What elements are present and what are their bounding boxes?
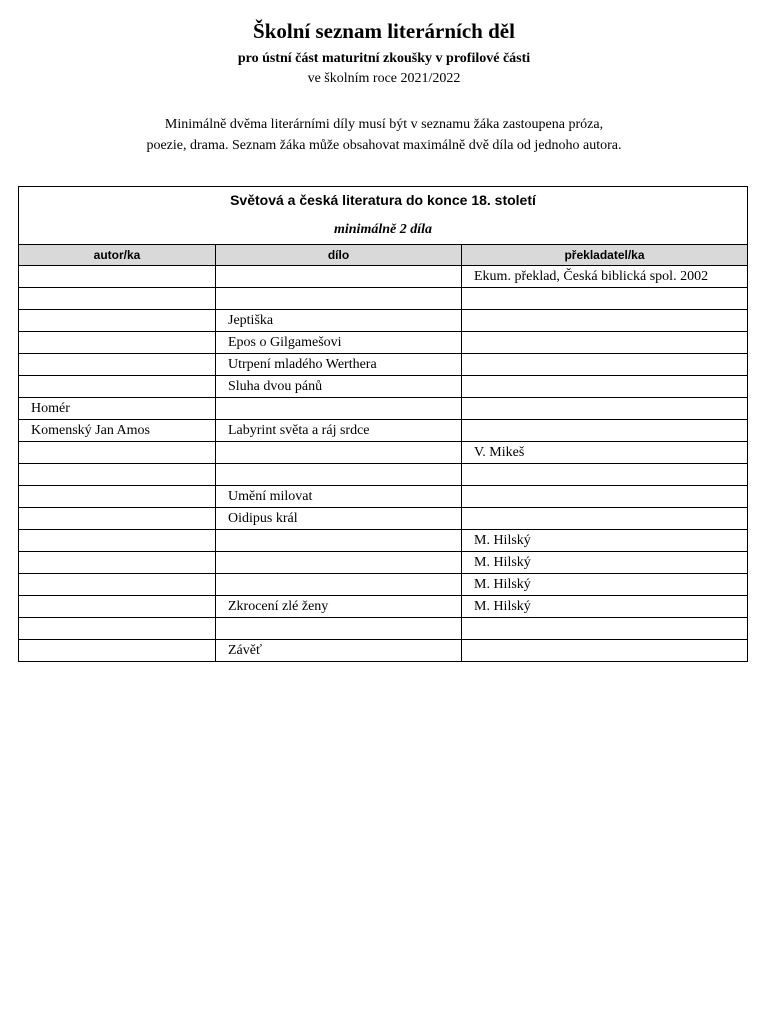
author-cell (19, 442, 216, 464)
work-cell (216, 618, 462, 640)
work-cell (216, 530, 462, 552)
work-cell: Oidipus král (216, 508, 462, 530)
translator-cell: V. Mikeš (462, 442, 748, 464)
author-cell (19, 508, 216, 530)
author-cell (19, 288, 216, 310)
author-cell (19, 552, 216, 574)
work-cell (216, 398, 462, 420)
work-cell: Utrpení mladého Werthera (216, 354, 462, 376)
school-year-line: ve školním roce 2021/2022 (307, 71, 461, 86)
translator-cell: M. Hilský (462, 574, 748, 596)
table-row (19, 288, 748, 310)
table-row (19, 596, 748, 618)
document-title: Školní seznam literárních děl (253, 19, 515, 43)
table-row (19, 530, 748, 552)
work-cell: Závěť (216, 640, 462, 662)
instructions-line: poezie, drama. Seznam žáka může obsahovat maximálně dvě díla od jednoho autora. (146, 138, 622, 153)
column-header-author: autor/ka (19, 245, 216, 266)
author-cell (19, 486, 216, 508)
author-cell (19, 332, 216, 354)
column-header-work: dílo (216, 245, 462, 266)
section-title: Světová a česká literatura do konce 18. století (230, 192, 536, 208)
instructions-note (100, 114, 668, 156)
translator-cell: M. Hilský (462, 552, 748, 574)
translator-cell (462, 640, 748, 662)
work-cell (216, 552, 462, 574)
work-cell (216, 574, 462, 596)
author-cell (19, 310, 216, 332)
table-row (19, 376, 748, 398)
work-cell (216, 288, 462, 310)
author-cell: Komenský Jan Amos (19, 420, 216, 442)
translator-cell (462, 464, 748, 486)
translator-cell (462, 310, 748, 332)
work-cell: Jeptiška (216, 310, 462, 332)
work-cell (216, 442, 462, 464)
table-row (19, 420, 748, 442)
translator-cell (462, 354, 748, 376)
author-cell: Homér (19, 398, 216, 420)
work-cell: Epos o Gilgamešovi (216, 332, 462, 354)
table-body (19, 266, 748, 662)
document-subtitle: pro ústní část maturitní zkoušky v profilové části (237, 51, 531, 66)
author-cell (19, 596, 216, 618)
author-cell (19, 640, 216, 662)
work-cell (216, 464, 462, 486)
translator-cell: M. Hilský (462, 596, 748, 618)
table-row (19, 464, 748, 486)
table-row (19, 266, 748, 288)
author-cell (19, 618, 216, 640)
translator-cell: Ekum. překlad, Česká biblická spol. 2002 (462, 266, 748, 288)
author-cell (19, 530, 216, 552)
table-row (19, 552, 748, 574)
instructions-line: Minimálně dvěma literárními díly musí být v seznamu žáka zastoupena próza, (164, 117, 604, 132)
work-cell: Zkrocení zlé ženy (216, 596, 462, 618)
translator-cell (462, 376, 748, 398)
author-cell (19, 354, 216, 376)
column-header-row (19, 245, 748, 266)
translator-cell (462, 398, 748, 420)
work-cell: Umění milovat (216, 486, 462, 508)
table-row (19, 486, 748, 508)
section-header (19, 187, 748, 245)
table-row (19, 310, 748, 332)
translator-cell (462, 420, 748, 442)
translator-cell (462, 288, 748, 310)
table-row (19, 332, 748, 354)
author-cell (19, 464, 216, 486)
author-cell (19, 574, 216, 596)
work-cell: Sluha dvou pánů (216, 376, 462, 398)
table-row (19, 574, 748, 596)
table-row (19, 508, 748, 530)
work-cell: Labyrint světa a ráj srdce (216, 420, 462, 442)
translator-cell (462, 508, 748, 530)
table-row (19, 354, 748, 376)
translator-cell: M. Hilský (462, 530, 748, 552)
author-cell (19, 266, 216, 288)
table-row (19, 398, 748, 420)
translator-cell (462, 332, 748, 354)
translator-cell (462, 618, 748, 640)
column-header-translator: překladatel/ka (462, 245, 748, 266)
table-row (19, 442, 748, 464)
table-row (19, 618, 748, 640)
author-cell (19, 376, 216, 398)
table-row (19, 640, 748, 662)
work-cell (216, 266, 462, 288)
translator-cell (462, 486, 748, 508)
literature-table (18, 186, 748, 662)
section-minimum: minimálně 2 díla (333, 222, 432, 237)
